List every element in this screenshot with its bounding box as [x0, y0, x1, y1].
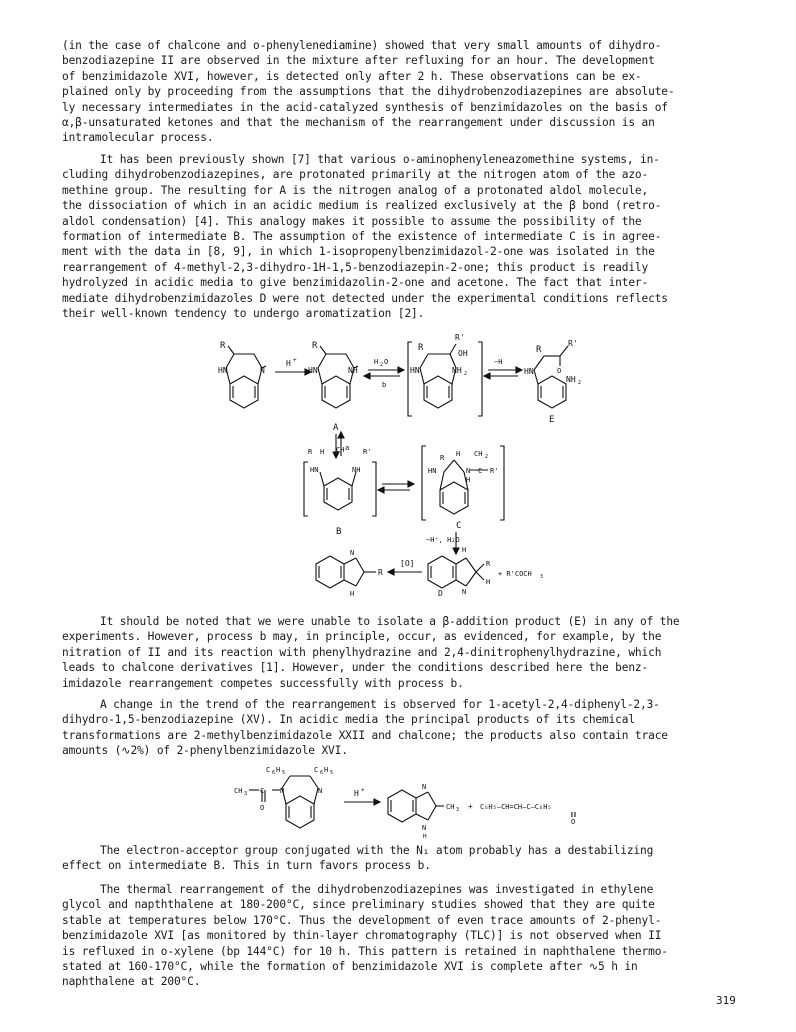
structure-dihydrobenzodiazepine	[218, 341, 266, 408]
paragraph-electron-acceptor	[62, 843, 752, 874]
compound-label-C: C	[456, 521, 462, 531]
text-line: rearrangement of 4-methyl-2,3-dihydro-1H-1,5-benzodiazepin-2-one; this product is readily	[62, 260, 649, 274]
substituent-label: H	[324, 766, 329, 774]
atom-label: CH	[336, 446, 345, 454]
atom-label: CH	[474, 450, 483, 458]
atom-label: 2	[578, 380, 582, 386]
reagent-label: [O]	[400, 559, 415, 568]
paragraph-acetyl-rearrangement	[62, 697, 752, 759]
reaction-scheme-1	[200, 326, 600, 598]
substituent-label: R	[312, 341, 318, 351]
atom-label: H	[486, 578, 491, 586]
text-line: intramolecular process.	[62, 131, 214, 145]
chalcone-formula: C₆H₅—CH=CH—C—C₆H₅	[480, 803, 552, 811]
substituent-label: R'	[455, 333, 465, 342]
substituent-label: R	[220, 341, 226, 351]
text-line: stated at 160-170°C, while the formation of benzimidazole XVI is complete after ∿5 h in	[62, 960, 638, 974]
atom-label: NH	[452, 366, 462, 375]
substituent-label: R	[536, 345, 542, 355]
atom-label: H	[456, 450, 461, 458]
substituent-label: R'	[363, 448, 372, 456]
substituent-label: CH	[446, 803, 455, 811]
substituent-label: CH	[234, 787, 243, 795]
reagent-label: H	[374, 358, 379, 366]
atom-label: H	[462, 546, 467, 554]
text-line: benzodiazepine II are observed in the mixture after refluxing for an hour. The development	[62, 54, 655, 68]
atom-label: N	[280, 787, 285, 795]
substituent-label: 5	[330, 770, 334, 776]
substituent-label: R'	[490, 467, 499, 475]
text-line: α,β-unsaturated ketones and that the mechanism of the rearrangement under discussion is an	[62, 116, 655, 130]
structure-2-methylbenzimidazole	[388, 783, 459, 838]
atom-label: HN	[308, 366, 318, 375]
substituent-label: 6	[272, 770, 276, 776]
reagent-label: +	[361, 787, 365, 794]
atom-label: O	[557, 367, 562, 375]
reagent-label: −H⁺, H₂O	[426, 536, 460, 544]
pathway-label: a	[345, 444, 350, 452]
substituent-label: 3	[456, 807, 460, 813]
reagent-label: H	[286, 359, 291, 368]
paragraph-process-b	[62, 614, 752, 691]
text-line: plained only by proceeding from the assumptions that the dihydrobenzodiazepines are absolute-	[62, 85, 675, 99]
reagent-label: O	[384, 358, 389, 366]
structure-benzimidazole-product	[316, 549, 383, 598]
text-line: The electron-acceptor group conjugated with the N₁ atom probably has a destabilizing	[100, 844, 654, 857]
text-line: hydrolyzed in acidic media to give benzimidazolin-2-one and acetone. The fact that inter-	[62, 276, 649, 290]
atom-label: NH	[348, 366, 358, 375]
atom-label: H	[466, 476, 471, 484]
text-line: their well-known tendency to undergo aromatization [2].	[62, 307, 425, 321]
text-line: stable at temperatures below 170°C. Thus the development of even trace amounts of 2-phenyl-	[62, 913, 662, 927]
text-line: glycol and napththalene at 180-200°C, since preliminary studies showed that they are quite	[62, 898, 655, 912]
atom-label: NH	[352, 466, 361, 474]
reagent-label: H	[354, 789, 359, 798]
paragraph-thermal-rearrangement	[62, 882, 752, 990]
text-line: amounts (∿2%) of 2-phenylbenzimidazole XVI.	[62, 744, 348, 758]
paragraph-continuation	[62, 38, 752, 146]
text-line: transformations are 2-methylbenzimidazole XXII and chalcone; the products also contain trace	[62, 728, 668, 742]
atom-label: N	[260, 366, 265, 375]
atom-label: N	[422, 824, 427, 832]
structure-C	[422, 446, 504, 531]
substituent-label: R	[486, 560, 491, 568]
atom-label: NH	[566, 375, 576, 384]
text-line: imidazole rearrangement competes successfully with process b.	[62, 676, 464, 690]
substituent-label: C	[266, 766, 271, 774]
substituent-label: H	[276, 766, 281, 774]
text-line: ment with the data in [8, 9], in which 1-isopropenylbenzimidazol-2-one was isolated in the	[62, 245, 655, 259]
atom-label: 2	[485, 454, 489, 460]
substituent-label: R'	[568, 339, 578, 348]
compound-label-D: D	[438, 589, 443, 598]
text-line: effect on intermediate B. This in turn favors process b.	[62, 859, 431, 873]
text-line: It has been previously shown [7] that various o-aminophenyleneazomethine systems, in-	[100, 153, 660, 166]
structure-hydrate-intermediate	[408, 333, 482, 416]
reagent-label: −H	[494, 358, 503, 366]
atom-label: OH	[458, 349, 468, 358]
atom-label: N	[422, 783, 427, 791]
atom-label: HN	[428, 467, 437, 475]
text-line: A change in the trend of the rearrangement is observed for 1-acetyl-2,4-diphenyl-2,3-	[100, 698, 660, 711]
atom-label: H	[350, 590, 355, 598]
atom-label: O	[260, 804, 265, 812]
atom-label: HN	[524, 367, 534, 376]
compound-label-A: A	[333, 423, 339, 433]
atom-label: H	[320, 448, 325, 456]
substituent-label: C	[314, 766, 319, 774]
substituent-label: 5	[282, 770, 286, 776]
structure-E	[524, 339, 581, 425]
substituent-label: 6	[320, 770, 324, 776]
atom-label: C	[260, 787, 265, 795]
text-line: cluding dihydrobenzodiazepines, are protonated primarily at the nitrogen atom of the azo-	[62, 168, 649, 182]
atom-label: HN	[410, 366, 420, 375]
substituent-label: R	[440, 454, 445, 462]
text-line: aldol condensation) [4]. This analogy makes it possible to assume the possibility of the	[62, 214, 642, 228]
compound-label-B: B	[336, 527, 342, 537]
structure-acetyl-benzodiazepine	[234, 766, 333, 828]
text-line: naphthalene at 200°C.	[62, 975, 201, 989]
atom-label: H	[423, 833, 427, 838]
text-line: of benzimidazole XVI, however, is detected only after 2 h. These observations can be ex-	[62, 69, 642, 83]
structure-B	[304, 446, 376, 537]
atom-label: HN	[310, 466, 319, 474]
text-line: (in the case of chalcone and o-phenylenediamine) showed that very small amounts of dihydro-	[62, 39, 662, 52]
text-line: mediate dihydrobenzimidazoles D were not detected under the experimental conditions reflects	[62, 291, 668, 305]
text-line: nitration of II and its reaction with phenylhydrazine and 2,4-dinitrophenylhydrazine, which	[62, 645, 662, 659]
plus-sign: +	[468, 802, 473, 811]
paragraph-mechanism	[62, 152, 752, 321]
atom-label: N	[466, 467, 471, 475]
atom-label: C	[478, 467, 483, 475]
page-number: 319	[716, 994, 736, 1007]
text-line: leads to chalcone derivatives [1]. However, under the conditions described here the benz-	[62, 661, 649, 675]
text-line: ly necessary intermediates in the acid-catalyzed synthesis of benzimidazoles on the basis of	[62, 100, 668, 114]
atom-label: O	[571, 818, 576, 826]
structure-A	[308, 341, 358, 433]
atom-label: N	[350, 549, 355, 557]
substituent-label: 3	[244, 791, 248, 797]
atom-label: HN	[218, 366, 228, 375]
structure-D	[428, 546, 543, 598]
text-line: The thermal rearrangement of the dihydrobenzodiazepines was investigated in ethylene	[100, 883, 654, 896]
reagent-label: 2	[380, 362, 384, 368]
text-line: formation of intermediate B. The assumption of the existence of intermediate C is in agree-	[62, 230, 662, 244]
text-line: methine group. The resulting for A is the nitrogen analog of a protonated aldol molecule,	[62, 183, 649, 197]
byproduct-label: 3	[540, 574, 544, 580]
byproduct-label: + R'COCH	[498, 570, 532, 578]
atom-label: N	[318, 787, 323, 795]
substituent-label: R	[378, 568, 383, 577]
substituent-label: R	[308, 448, 313, 456]
text-line: benzimidazole XVI [as monitored by thin-layer chromatography (TLC)] is not observed when II	[62, 929, 662, 943]
substituent-label: R	[418, 343, 424, 353]
text-line: the dissociation of which in an acidic medium is realized exclusively at the β bond (retro-	[62, 199, 662, 213]
atom-label: 2	[464, 371, 468, 377]
compound-label-E: E	[549, 415, 555, 425]
text-line: experiments. However, process b may, in principle, occur, as evidenced, for example, by the	[62, 630, 662, 644]
text-line: dihydro-1,5-benzodiazepine (XV). In acidic media the principal products of its chemical	[62, 713, 635, 727]
text-line: is refluxed in o-xylene (bp 144°C) for 10 h. This pattern is retained in naphthalene thermo-	[62, 944, 668, 958]
atom-label: N	[462, 588, 467, 596]
reagent-label: +	[293, 357, 297, 364]
reaction-scheme-2	[232, 762, 642, 838]
text-line: It should be noted that we were unable to isolate a β-addition product (E) in any of the	[100, 615, 680, 628]
pathway-label: b	[382, 381, 387, 389]
